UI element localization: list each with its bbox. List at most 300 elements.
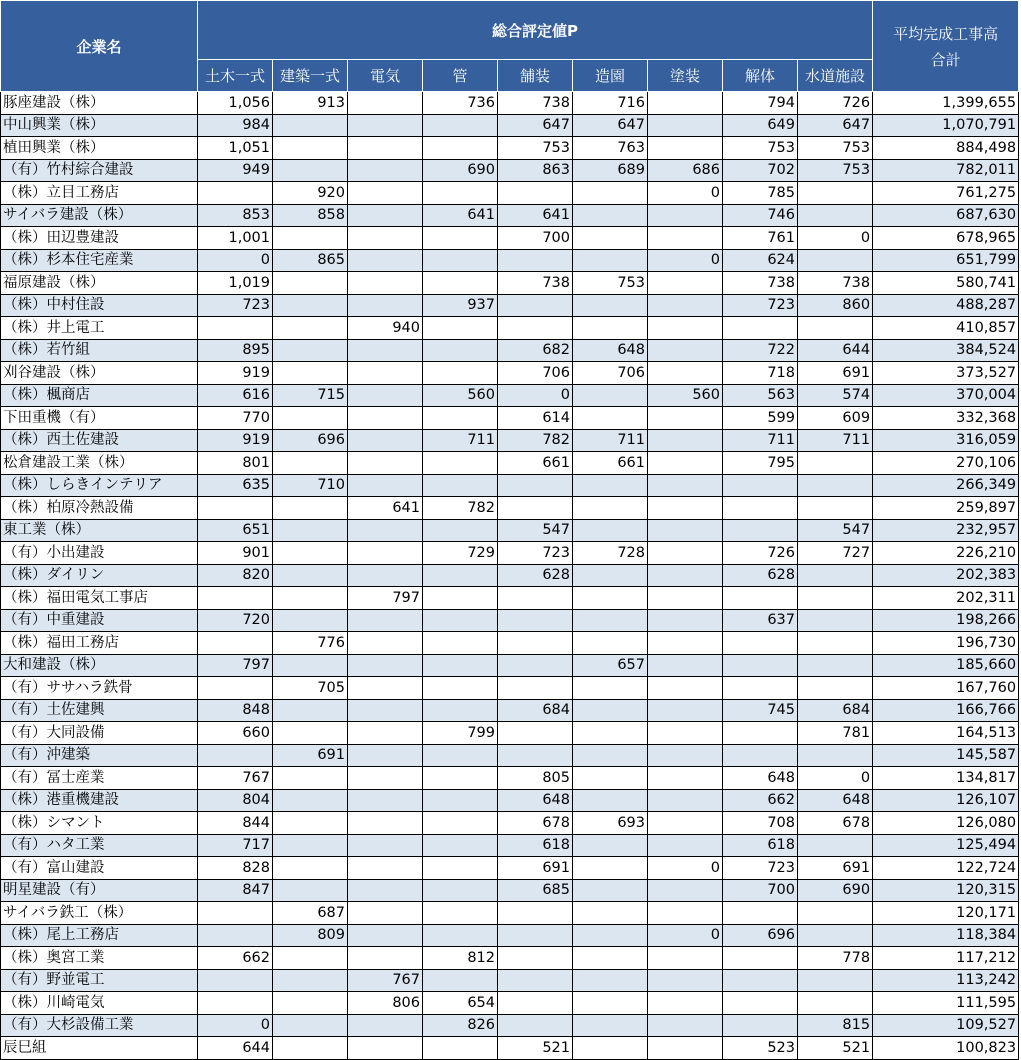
score-cell: 647 bbox=[798, 114, 873, 137]
score-cell bbox=[648, 722, 723, 745]
score-cell bbox=[798, 249, 873, 272]
score-cell bbox=[723, 317, 798, 340]
score-cell bbox=[423, 834, 498, 857]
score-cell bbox=[348, 249, 423, 272]
score-cell bbox=[348, 947, 423, 970]
company-name-cell: （有）富山建設 bbox=[1, 857, 198, 880]
score-cell bbox=[348, 204, 423, 227]
score-cell bbox=[648, 227, 723, 250]
score-cell bbox=[198, 902, 273, 925]
score-cell: 738 bbox=[498, 92, 573, 115]
score-cell bbox=[198, 587, 273, 610]
score-cell bbox=[648, 317, 723, 340]
score-cell bbox=[348, 182, 423, 205]
score-cell: 618 bbox=[498, 834, 573, 857]
category-header: 土木一式 bbox=[198, 60, 273, 92]
score-cell bbox=[348, 654, 423, 677]
table-row bbox=[1, 722, 1019, 745]
score-cell bbox=[648, 834, 723, 857]
table-row bbox=[1, 812, 1019, 835]
table-row bbox=[1, 204, 1019, 227]
score-cell: 1,051 bbox=[198, 137, 273, 160]
score-cell: 654 bbox=[423, 992, 498, 1015]
table-row bbox=[1, 879, 1019, 902]
total-cell: 126,107 bbox=[873, 789, 1019, 812]
score-cell: 628 bbox=[723, 564, 798, 587]
company-name-cell: 明星建設（有） bbox=[1, 879, 198, 902]
score-cell: 648 bbox=[798, 789, 873, 812]
company-name-cell: （有）小出建設 bbox=[1, 542, 198, 565]
score-cell bbox=[798, 474, 873, 497]
score-cell bbox=[798, 632, 873, 655]
score-cell bbox=[648, 632, 723, 655]
table-row bbox=[1, 834, 1019, 857]
score-cell bbox=[348, 564, 423, 587]
total-cell: 198,266 bbox=[873, 609, 1019, 632]
score-cell bbox=[348, 677, 423, 700]
total-cell: 651,799 bbox=[873, 249, 1019, 272]
score-cell bbox=[423, 137, 498, 160]
score-cell: 684 bbox=[498, 699, 573, 722]
score-cell bbox=[573, 744, 648, 767]
score-cell: 711 bbox=[723, 429, 798, 452]
total-cell: 145,587 bbox=[873, 744, 1019, 767]
score-cell: 804 bbox=[198, 789, 273, 812]
total-cell: 120,315 bbox=[873, 879, 1019, 902]
table-row bbox=[1, 902, 1019, 925]
table-row bbox=[1, 519, 1019, 542]
company-name-cell: 福原建設（株） bbox=[1, 272, 198, 295]
score-cell: 648 bbox=[573, 339, 648, 362]
table-row bbox=[1, 339, 1019, 362]
score-cell bbox=[573, 789, 648, 812]
score-cell bbox=[648, 497, 723, 520]
score-cell: 641 bbox=[498, 204, 573, 227]
score-cell: 865 bbox=[273, 249, 348, 272]
score-cell bbox=[648, 542, 723, 565]
score-cell: 635 bbox=[198, 474, 273, 497]
score-cell bbox=[648, 902, 723, 925]
total-cell: 270,106 bbox=[873, 452, 1019, 475]
score-cell: 844 bbox=[198, 812, 273, 835]
total-cell: 164,513 bbox=[873, 722, 1019, 745]
score-cell bbox=[498, 182, 573, 205]
score-cell bbox=[273, 137, 348, 160]
category-header: 解体 bbox=[723, 60, 798, 92]
score-cell: 729 bbox=[423, 542, 498, 565]
total-cell: 126,080 bbox=[873, 812, 1019, 835]
score-cell: 657 bbox=[573, 654, 648, 677]
score-cell: 678 bbox=[498, 812, 573, 835]
score-cell: 0 bbox=[198, 1014, 273, 1037]
score-cell bbox=[273, 947, 348, 970]
score-cell bbox=[798, 924, 873, 947]
score-cell: 863 bbox=[498, 159, 573, 182]
score-cell: 723 bbox=[198, 294, 273, 317]
score-cell bbox=[423, 609, 498, 632]
score-cell bbox=[498, 294, 573, 317]
score-cell: 761 bbox=[723, 227, 798, 250]
score-cell bbox=[423, 227, 498, 250]
category-header: 造園 bbox=[573, 60, 648, 92]
score-cell bbox=[348, 834, 423, 857]
table-row bbox=[1, 429, 1019, 452]
total-cell: 185,660 bbox=[873, 654, 1019, 677]
company-name-cell: （株）シマント bbox=[1, 812, 198, 835]
score-cell: 753 bbox=[798, 159, 873, 182]
score-cell: 684 bbox=[798, 699, 873, 722]
company-name-cell: （株）奥宮工業 bbox=[1, 947, 198, 970]
total-cell: 259,897 bbox=[873, 497, 1019, 520]
table-row bbox=[1, 542, 1019, 565]
score-cell bbox=[423, 924, 498, 947]
score-cell: 723 bbox=[723, 294, 798, 317]
total-cell: 316,059 bbox=[873, 429, 1019, 452]
score-cell bbox=[573, 587, 648, 610]
score-cell bbox=[648, 339, 723, 362]
score-cell bbox=[273, 789, 348, 812]
score-cell bbox=[423, 272, 498, 295]
table-row bbox=[1, 159, 1019, 182]
score-cell bbox=[348, 452, 423, 475]
score-cell: 711 bbox=[798, 429, 873, 452]
score-cell bbox=[423, 654, 498, 677]
company-name-cell: （株）港重機建設 bbox=[1, 789, 198, 812]
score-cell: 727 bbox=[798, 542, 873, 565]
score-cell bbox=[648, 1037, 723, 1060]
score-cell bbox=[498, 969, 573, 992]
score-cell bbox=[798, 587, 873, 610]
evaluation-group-header: 総合評定値P bbox=[198, 1, 873, 60]
total-cell: 332,368 bbox=[873, 407, 1019, 430]
score-cell bbox=[573, 992, 648, 1015]
score-cell bbox=[573, 227, 648, 250]
company-name-cell: （株）立目工務店 bbox=[1, 182, 198, 205]
category-header: 建築一式 bbox=[273, 60, 348, 92]
score-cell bbox=[273, 609, 348, 632]
score-cell: 805 bbox=[498, 767, 573, 790]
score-cell bbox=[423, 114, 498, 137]
score-cell bbox=[423, 744, 498, 767]
score-cell: 0 bbox=[498, 384, 573, 407]
score-cell bbox=[573, 564, 648, 587]
table-row bbox=[1, 924, 1019, 947]
score-cell: 782 bbox=[498, 429, 573, 452]
company-name-cell: （株）尾上工務店 bbox=[1, 924, 198, 947]
score-cell: 696 bbox=[723, 924, 798, 947]
score-cell bbox=[348, 609, 423, 632]
score-cell bbox=[273, 564, 348, 587]
total-cell: 120,171 bbox=[873, 902, 1019, 925]
score-cell: 776 bbox=[273, 632, 348, 655]
score-cell bbox=[498, 654, 573, 677]
score-cell bbox=[273, 159, 348, 182]
score-cell: 848 bbox=[198, 699, 273, 722]
score-cell bbox=[648, 947, 723, 970]
table-row bbox=[1, 789, 1019, 812]
score-cell: 860 bbox=[798, 294, 873, 317]
total-cell: 134,817 bbox=[873, 767, 1019, 790]
score-cell bbox=[498, 609, 573, 632]
score-cell bbox=[723, 497, 798, 520]
table-row bbox=[1, 632, 1019, 655]
score-cell bbox=[723, 474, 798, 497]
score-cell bbox=[423, 182, 498, 205]
score-cell: 691 bbox=[273, 744, 348, 767]
company-name-cell: サイバラ建設（株） bbox=[1, 204, 198, 227]
table-row bbox=[1, 294, 1019, 317]
company-name-cell: 大和建設（株） bbox=[1, 654, 198, 677]
score-cell bbox=[348, 767, 423, 790]
total-cell: 580,741 bbox=[873, 272, 1019, 295]
table-row bbox=[1, 564, 1019, 587]
score-cell bbox=[573, 407, 648, 430]
score-cell bbox=[348, 744, 423, 767]
table-row bbox=[1, 654, 1019, 677]
score-cell bbox=[498, 587, 573, 610]
table-row bbox=[1, 699, 1019, 722]
score-cell bbox=[498, 249, 573, 272]
score-cell: 686 bbox=[648, 159, 723, 182]
score-cell bbox=[348, 339, 423, 362]
total-cell: 117,212 bbox=[873, 947, 1019, 970]
score-cell bbox=[273, 272, 348, 295]
score-cell bbox=[348, 857, 423, 880]
score-cell: 937 bbox=[423, 294, 498, 317]
score-cell: 919 bbox=[198, 362, 273, 385]
score-cell: 718 bbox=[723, 362, 798, 385]
total-cell: 125,494 bbox=[873, 834, 1019, 857]
total-cell: 373,527 bbox=[873, 362, 1019, 385]
score-cell bbox=[423, 1037, 498, 1060]
score-cell bbox=[273, 542, 348, 565]
company-name-cell: （有）冨士産業 bbox=[1, 767, 198, 790]
score-cell bbox=[498, 497, 573, 520]
table-row bbox=[1, 947, 1019, 970]
score-cell bbox=[648, 609, 723, 632]
score-cell bbox=[198, 632, 273, 655]
score-cell bbox=[273, 339, 348, 362]
score-cell: 738 bbox=[723, 272, 798, 295]
score-cell: 797 bbox=[198, 654, 273, 677]
score-cell: 809 bbox=[273, 924, 348, 947]
score-cell: 785 bbox=[723, 182, 798, 205]
score-cell bbox=[273, 812, 348, 835]
score-cell bbox=[573, 1014, 648, 1037]
table-row bbox=[1, 609, 1019, 632]
score-cell bbox=[573, 474, 648, 497]
company-name-cell: （株）井上電工 bbox=[1, 317, 198, 340]
score-cell: 715 bbox=[273, 384, 348, 407]
score-cell bbox=[348, 699, 423, 722]
score-cell bbox=[798, 902, 873, 925]
score-cell bbox=[273, 767, 348, 790]
total-header-line1: 平均完成工事高 bbox=[893, 25, 999, 43]
score-cell bbox=[723, 654, 798, 677]
score-cell: 521 bbox=[498, 1037, 573, 1060]
score-cell: 560 bbox=[423, 384, 498, 407]
table-row bbox=[1, 1014, 1019, 1037]
score-cell bbox=[723, 992, 798, 1015]
score-cell: 690 bbox=[423, 159, 498, 182]
total-header-line2: 合計 bbox=[930, 51, 961, 69]
score-cell bbox=[423, 519, 498, 542]
score-cell bbox=[723, 902, 798, 925]
total-cell: 118,384 bbox=[873, 924, 1019, 947]
score-cell: 801 bbox=[198, 452, 273, 475]
score-cell bbox=[648, 519, 723, 542]
score-cell bbox=[348, 137, 423, 160]
score-cell bbox=[648, 137, 723, 160]
score-cell: 661 bbox=[498, 452, 573, 475]
score-cell bbox=[423, 362, 498, 385]
total-cell: 1,070,791 bbox=[873, 114, 1019, 137]
table-row bbox=[1, 744, 1019, 767]
total-cell: 266,349 bbox=[873, 474, 1019, 497]
score-cell bbox=[648, 204, 723, 227]
score-cell bbox=[423, 879, 498, 902]
score-cell bbox=[648, 744, 723, 767]
score-cell bbox=[798, 452, 873, 475]
score-cell: 547 bbox=[798, 519, 873, 542]
total-cell: 113,242 bbox=[873, 969, 1019, 992]
company-name-cell: 下田重機（有） bbox=[1, 407, 198, 430]
score-cell: 763 bbox=[573, 137, 648, 160]
score-cell: 660 bbox=[198, 722, 273, 745]
score-cell bbox=[198, 924, 273, 947]
score-cell: 753 bbox=[798, 137, 873, 160]
score-cell bbox=[648, 812, 723, 835]
score-cell: 628 bbox=[498, 564, 573, 587]
company-name-cell: （有）中重建設 bbox=[1, 609, 198, 632]
score-cell: 795 bbox=[723, 452, 798, 475]
score-cell: 523 bbox=[723, 1037, 798, 1060]
table-row bbox=[1, 227, 1019, 250]
score-cell bbox=[348, 227, 423, 250]
table-row bbox=[1, 497, 1019, 520]
company-name-cell: （有）竹村綜合建設 bbox=[1, 159, 198, 182]
company-name-cell: （株）ダイリン bbox=[1, 564, 198, 587]
score-cell: 716 bbox=[573, 92, 648, 115]
score-cell: 919 bbox=[198, 429, 273, 452]
company-name-cell: （株）田辺豊建設 bbox=[1, 227, 198, 250]
score-cell: 0 bbox=[198, 249, 273, 272]
score-cell: 745 bbox=[723, 699, 798, 722]
score-cell bbox=[498, 992, 573, 1015]
score-cell: 726 bbox=[798, 92, 873, 115]
score-cell: 560 bbox=[648, 384, 723, 407]
company-name-cell: （株）しらきインテリア bbox=[1, 474, 198, 497]
score-cell: 702 bbox=[723, 159, 798, 182]
score-cell: 847 bbox=[198, 879, 273, 902]
score-cell bbox=[198, 182, 273, 205]
score-cell bbox=[348, 294, 423, 317]
score-cell: 644 bbox=[798, 339, 873, 362]
table-body bbox=[1, 92, 1019, 1060]
score-cell bbox=[723, 632, 798, 655]
score-cell: 521 bbox=[798, 1037, 873, 1060]
total-cell: 370,004 bbox=[873, 384, 1019, 407]
score-cell bbox=[798, 969, 873, 992]
score-cell: 711 bbox=[573, 429, 648, 452]
table-row bbox=[1, 969, 1019, 992]
score-cell bbox=[573, 519, 648, 542]
score-cell: 826 bbox=[423, 1014, 498, 1037]
score-cell: 651 bbox=[198, 519, 273, 542]
score-cell: 574 bbox=[798, 384, 873, 407]
score-cell bbox=[573, 767, 648, 790]
category-header: 舗装 bbox=[498, 60, 573, 92]
score-cell bbox=[348, 429, 423, 452]
score-cell bbox=[423, 339, 498, 362]
total-cell: 884,498 bbox=[873, 137, 1019, 160]
score-cell: 738 bbox=[798, 272, 873, 295]
score-cell: 799 bbox=[423, 722, 498, 745]
score-cell bbox=[573, 902, 648, 925]
score-cell bbox=[348, 1037, 423, 1060]
score-cell: 616 bbox=[198, 384, 273, 407]
score-cell bbox=[273, 294, 348, 317]
total-cell: 687,630 bbox=[873, 204, 1019, 227]
score-cell bbox=[573, 677, 648, 700]
score-cell bbox=[273, 834, 348, 857]
score-cell bbox=[348, 879, 423, 902]
score-cell bbox=[648, 272, 723, 295]
score-cell bbox=[573, 1037, 648, 1060]
total-cell: 202,311 bbox=[873, 587, 1019, 610]
score-cell bbox=[273, 587, 348, 610]
score-cell: 678 bbox=[798, 812, 873, 835]
score-cell bbox=[198, 969, 273, 992]
score-cell: 599 bbox=[723, 407, 798, 430]
score-cell: 687 bbox=[273, 902, 348, 925]
score-cell: 895 bbox=[198, 339, 273, 362]
total-header bbox=[873, 1, 1019, 92]
score-cell: 0 bbox=[648, 182, 723, 205]
company-name-cell: （株）西土佐建設 bbox=[1, 429, 198, 452]
score-cell bbox=[798, 992, 873, 1015]
table-row bbox=[1, 137, 1019, 160]
score-cell bbox=[723, 744, 798, 767]
category-header: 塗装 bbox=[648, 60, 723, 92]
score-cell bbox=[273, 519, 348, 542]
score-cell: 736 bbox=[423, 92, 498, 115]
score-cell: 984 bbox=[198, 114, 273, 137]
score-cell bbox=[648, 114, 723, 137]
score-cell bbox=[648, 1014, 723, 1037]
score-cell bbox=[348, 519, 423, 542]
score-cell: 722 bbox=[723, 339, 798, 362]
score-cell bbox=[723, 722, 798, 745]
total-cell: 100,823 bbox=[873, 1037, 1019, 1060]
score-cell: 815 bbox=[798, 1014, 873, 1037]
score-cell bbox=[723, 587, 798, 610]
score-cell bbox=[423, 452, 498, 475]
score-cell: 706 bbox=[573, 362, 648, 385]
total-cell: 1,399,655 bbox=[873, 92, 1019, 115]
total-cell: 109,527 bbox=[873, 1014, 1019, 1037]
score-cell: 753 bbox=[723, 137, 798, 160]
score-cell bbox=[723, 969, 798, 992]
score-cell: 717 bbox=[198, 834, 273, 857]
score-cell bbox=[798, 654, 873, 677]
total-cell: 226,210 bbox=[873, 542, 1019, 565]
score-cell bbox=[573, 294, 648, 317]
category-header: 電気 bbox=[348, 60, 423, 92]
company-name-cell: （株）福田工務店 bbox=[1, 632, 198, 655]
score-cell bbox=[423, 474, 498, 497]
table-row bbox=[1, 677, 1019, 700]
